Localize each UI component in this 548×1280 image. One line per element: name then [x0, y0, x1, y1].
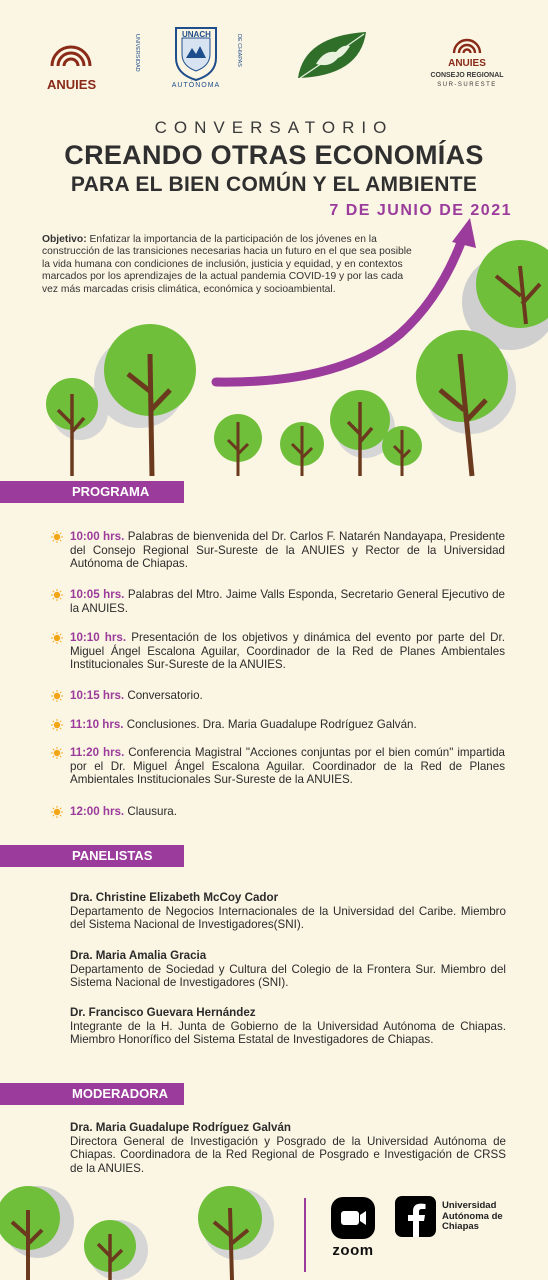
fb-label-line3: Chiapas [442, 1221, 479, 1232]
panelist-description: Departamento de Negocios Internacionales de la Universidad del Caribe. Miembro del Sistema Nacional de Investigadores(SNI). [70, 904, 506, 932]
panelist-entry [70, 891, 506, 932]
zoom-label: zoom [332, 1242, 374, 1259]
trees-illustration [0, 214, 548, 482]
footer-divider [304, 1198, 306, 1272]
logo-row [0, 22, 548, 94]
program-time: 10:10 hrs. [70, 631, 127, 644]
sun-bullet-icon [51, 806, 63, 818]
program-text: Conferencia Magistral "Acciones conjuntas por el bien común" impartida por el Dr. Miguel Ángel Escalona Aguilar. Coordinador de la Red de Planes Ambientales Institucionales Sur-Sureste de la ANUIES. [70, 746, 506, 787]
facebook-page-name[interactable] [442, 1201, 542, 1233]
moderator-description: Directora General de Investigación y Posgrado de la Universidad Autónoma de Chiapas. Coordinadora de la Red Regional de Posgrado e Investigación de CRSS de la ANUIES. [70, 1134, 506, 1175]
program-text: Palabras de bienvenida del Dr. Carlos F. Natarén Nandayapa, Presidente del Consejo Regional Sur-Sureste de la ANUIES y Rector de la Universidad Autónoma de Chiapas. [70, 530, 505, 571]
arrow-head-icon [452, 218, 476, 248]
event-kicker: CONVERSATORIO [154, 118, 394, 137]
sun-bullet-icon [51, 719, 63, 731]
fb-label-line2: Autónoma de [442, 1210, 503, 1222]
anuies-right-sub1: CONSEJO REGIONAL [430, 72, 504, 79]
event-title-line2: PARA EL BIEN COMÚN Y EL AMBIENTE [70, 173, 478, 196]
sun-bullet-icon [51, 589, 63, 601]
program-item [70, 631, 505, 672]
panelist-description: Integrante de la H. Junta de Gobierno de la Universidad Autónoma de Chiapas. Miembro Honorífico del Sistema Estatal de Investigadores de Chiapas. [70, 1019, 506, 1047]
sun-bullet-icon [51, 531, 63, 543]
sun-bullet-icon [51, 632, 63, 644]
facebook-icon [395, 1196, 436, 1237]
zoom-logo[interactable] [331, 1197, 375, 1239]
panelist-description: Departamento de Sociedad y Cultura del Colegio de la Frontera Sur. Miembro del Sistema Nacional de Investigadores (SNI). [70, 962, 506, 990]
program-item [70, 588, 505, 615]
program-text: Presentación de los objetivos y dinámica del evento por parte del Dr. Miguel Ángel Escalona Aguilar, Coordinador de la Red de Planes Ambientales Institucionales Sur-Sureste de la ANUIES. [70, 631, 505, 672]
anuies-logo-icon [48, 28, 94, 68]
sun-bullet-icon [51, 747, 63, 759]
program-time: 10:15 hrs. [70, 689, 125, 702]
panelist-name: Dra. Christine Elizabeth McCoy Cador [70, 891, 279, 904]
programa-heading: PROGRAMA [0, 481, 184, 503]
footer-trees-illustration [0, 1180, 300, 1280]
unach-logo-text: UNACH [182, 30, 211, 39]
program-text: Conclusiones. Dra. Maria Guadalupe Rodríguez Galván. [123, 718, 417, 731]
event-date: 7 DE JUNIO DE 2021 [329, 202, 512, 219]
moderadora-heading: MODERADORA [0, 1083, 184, 1105]
sun-bullet-icon [51, 690, 63, 702]
moderator-name: Dra. Maria Guadalupe Rodríguez Galván [70, 1121, 291, 1134]
program-item [70, 530, 505, 571]
unach-side-left: UNIVERSIDAD [134, 34, 140, 72]
panelist-name: Dr. Francisco Guevara Hernández [70, 1006, 256, 1019]
program-item [70, 805, 505, 819]
facebook-logo[interactable] [395, 1196, 436, 1237]
anuies-right-logo-icon [451, 26, 483, 54]
anuies-right-label: ANUIES [448, 58, 486, 69]
unach-side-right: DE CHIAPAS [236, 34, 242, 67]
program-time: 11:10 hrs. [70, 718, 124, 731]
program-text: Palabras del Mtro. Jaime Valls Esponda, Secretario General Ejecutivo de la ANUIES. [70, 588, 505, 615]
objective-text: Enfatizar la importancia de la participación de los jóvenes en la construcción de las transiciones necesarias hacia un futuro en el que sea posible la vida humana con condiciones de inclusión, justicia y equidad, y en contextos marcados por los aprendizajes de la actual pandemia COVID-19 y por las cada vez más marcadas crisis climática, económica y socioambiental. [42, 234, 412, 295]
anuies-right-sub2: SUR-SURESTE [437, 82, 497, 88]
program-text: Clausura. [124, 805, 177, 818]
program-item [70, 746, 505, 787]
leaf-logo-icon [294, 28, 372, 84]
panelist-entry [70, 949, 506, 990]
unach-bottom-text: AUTÓNOMA [171, 82, 221, 89]
fb-label-line1: Universidad [442, 1200, 497, 1211]
objective-label: Objetivo: [42, 234, 87, 245]
program-item [70, 718, 505, 732]
program-time: 12:00 hrs. [70, 805, 125, 818]
panelist-name: Dra. Maria Amalia Gracia [70, 949, 207, 962]
program-time: 11:20 hrs. [70, 746, 125, 759]
anuies-logo-label: ANUIES [47, 77, 97, 92]
event-title-line1: CREANDO OTRAS ECONOMÍAS [64, 140, 484, 170]
zoom-camera-icon [331, 1197, 375, 1239]
moderator-entry [70, 1121, 506, 1175]
program-item [70, 689, 505, 703]
panelist-entry [70, 1006, 506, 1047]
program-time: 10:00 hrs. [70, 530, 125, 543]
panelistas-heading: PANELISTAS [0, 845, 184, 867]
program-text: Conversatorio. [124, 689, 203, 702]
program-time: 10:05 hrs. [70, 588, 125, 601]
